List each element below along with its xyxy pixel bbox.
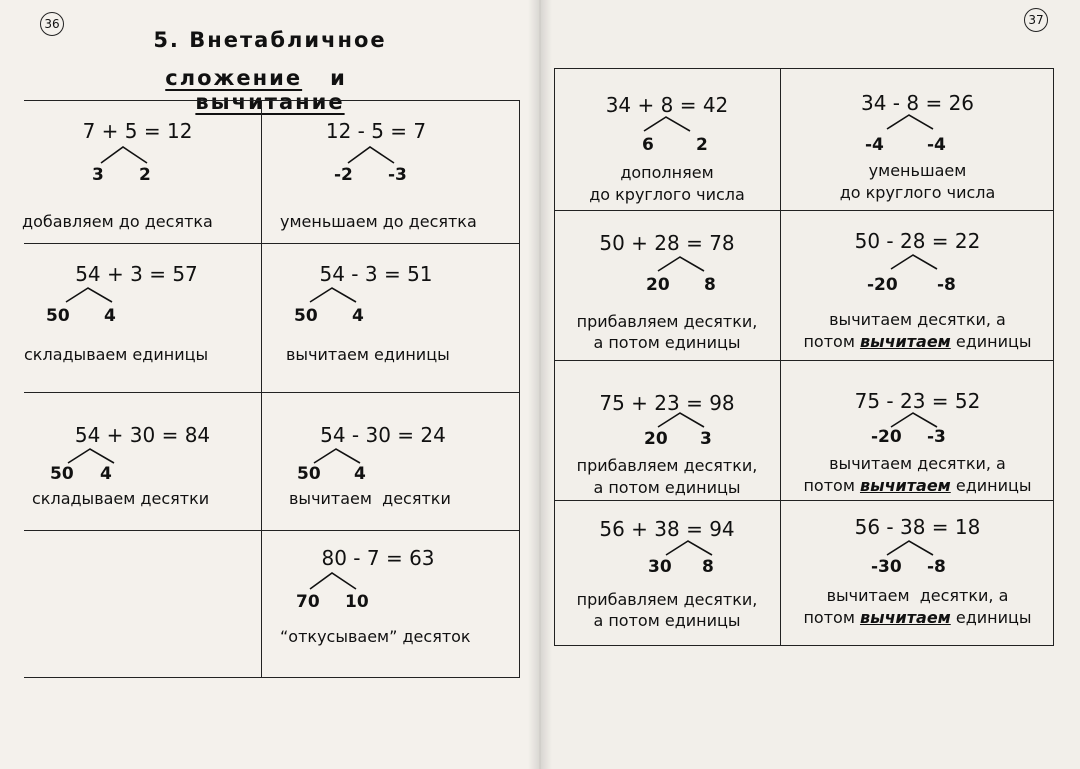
table-bottom-border [24, 677, 520, 678]
section-title-line1: 5. Внетабличное [153, 28, 387, 52]
part-right: -3 [388, 165, 407, 185]
part-left: 50 [297, 464, 321, 484]
decomposition-branch [308, 286, 358, 304]
expression: 54 - 30 = 24 [320, 423, 446, 447]
part-left: 50 [294, 306, 318, 326]
decomposition-branch [66, 447, 116, 465]
expression: 7 + 5 = 12 [82, 119, 193, 143]
part-left: 3 [92, 165, 104, 185]
part-right: -3 [927, 427, 946, 447]
emphasized-word: вычитаем [859, 476, 951, 495]
explanation-line2: до круглого числа [589, 185, 745, 204]
expression: 75 + 23 = 98 [599, 391, 735, 415]
part-right: 10 [345, 592, 369, 612]
part-right: 2 [696, 135, 708, 155]
expression: 50 - 28 = 22 [854, 229, 981, 253]
explanation-line2: до круглого числа [839, 183, 996, 202]
part-left: 70 [296, 592, 320, 612]
decomposition-branch [656, 411, 706, 429]
decomposition-branch [64, 286, 114, 304]
expression: 80 - 7 = 63 [321, 546, 435, 570]
expression: 50 + 28 = 78 [599, 231, 735, 255]
explanation-line2 [781, 475, 1054, 496]
explanation-line2-suffix: единицы [950, 608, 1032, 627]
decomposition-branch [312, 447, 362, 465]
expression: 54 + 3 = 57 [75, 262, 198, 286]
expression: 56 - 38 = 18 [854, 515, 981, 539]
part-left: -2 [334, 165, 353, 185]
expression: 12 - 5 = 7 [325, 119, 427, 143]
example-cell [24, 244, 261, 392]
emphasized-word: вычитаем [859, 332, 951, 351]
decomposition-branch [885, 113, 935, 131]
example-cell [554, 501, 780, 646]
part-left: -30 [871, 557, 902, 577]
explanation-line2 [781, 331, 1054, 352]
emphasized-word: вычитаем [859, 608, 951, 627]
part-left: 20 [646, 275, 670, 295]
part-left: 50 [50, 464, 74, 484]
decomposition-branch [346, 145, 396, 165]
part-left: 6 [642, 135, 654, 155]
example-cell [24, 393, 261, 530]
explanation-line2-suffix: единицы [950, 476, 1032, 495]
decomposition-branch [656, 255, 706, 273]
expression: 54 - 3 = 51 [319, 262, 433, 286]
explanation-line1: прибавляем десятки, [576, 312, 758, 331]
explanation-line1: дополняем [620, 163, 714, 182]
part-left: 50 [46, 306, 70, 326]
expression: 56 + 38 = 94 [599, 517, 735, 541]
explanation-line1: уменьшаем [868, 161, 967, 180]
example-cell [781, 501, 1054, 646]
right-page [540, 0, 1080, 769]
explanation-line2: а потом единицы [593, 611, 741, 630]
page-number-36: 36 [40, 12, 64, 36]
book-spine-shadow [528, 0, 552, 769]
part-right: -8 [937, 275, 956, 295]
explanation-line2-prefix: потом [803, 608, 860, 627]
example-cell [24, 101, 261, 243]
example-cell [781, 69, 1054, 210]
part-right: 4 [354, 464, 366, 484]
explanation-line1: вычитаем десятки, а [829, 454, 1006, 473]
expression: 34 + 8 = 42 [605, 93, 729, 117]
part-right: 4 [104, 306, 116, 326]
explanation: “откусываем” десяток [280, 627, 471, 646]
explanation-line2: а потом единицы [593, 478, 741, 497]
explanation: вычитаем десятки [289, 489, 451, 508]
example-cell [262, 244, 520, 392]
explanation: добавляем до десятка [22, 212, 213, 231]
title-word-subtraction: вычитание [195, 90, 345, 114]
decomposition-branch [885, 539, 935, 557]
example-cell [554, 211, 780, 360]
part-right: 3 [700, 429, 712, 449]
page-number-37: 37 [1024, 8, 1048, 32]
example-cell [781, 361, 1054, 500]
explanation-line1: вычитаем десятки, а [829, 310, 1006, 329]
decomposition-branch [99, 145, 149, 165]
part-left: 20 [644, 429, 668, 449]
decomposition-branch [889, 253, 939, 271]
part-right: 2 [139, 165, 151, 185]
decomposition-branch [308, 571, 358, 591]
decomposition-branch [642, 115, 692, 133]
part-left: -4 [865, 135, 884, 155]
explanation: вычитаем единицы [286, 345, 450, 364]
expression: 34 - 8 = 26 [860, 91, 975, 115]
decomposition-branch [664, 539, 714, 557]
example-cell [554, 69, 780, 210]
part-right: 4 [352, 306, 364, 326]
part-left: -20 [871, 427, 902, 447]
explanation: складываем единицы [24, 345, 209, 364]
explanation-line2-prefix: потом [803, 476, 860, 495]
explanation-line1: прибавляем десятки, [576, 456, 758, 475]
part-right: 8 [704, 275, 716, 295]
explanation-line2: а потом единицы [593, 333, 741, 352]
example-cell [262, 531, 520, 677]
example-cell [554, 361, 780, 500]
part-left: -20 [867, 275, 898, 295]
explanation-line1: прибавляем десятки, [576, 590, 758, 609]
title-word-addition: сложение [165, 66, 303, 90]
explanation-line2 [781, 607, 1054, 628]
explanation-line2-prefix: потом [803, 332, 860, 351]
explanation-line2-suffix: единицы [950, 332, 1032, 351]
explanation-line1: вычитаем десятки, а [826, 586, 1009, 605]
title-word-and: и [330, 66, 347, 90]
expression: 75 - 23 = 52 [854, 389, 981, 413]
part-right: -8 [927, 557, 946, 577]
explanation: уменьшаем до десятка [280, 212, 477, 231]
section-title [100, 28, 440, 52]
explanation: складываем десятки [32, 489, 210, 508]
part-right: 8 [702, 557, 714, 577]
example-cell [781, 211, 1054, 360]
example-cell [262, 393, 520, 530]
part-left: 30 [648, 557, 672, 577]
part-right: -4 [927, 135, 946, 155]
example-cell [262, 101, 520, 243]
part-right: 4 [100, 464, 112, 484]
expression: 54 + 30 = 84 [74, 423, 211, 447]
